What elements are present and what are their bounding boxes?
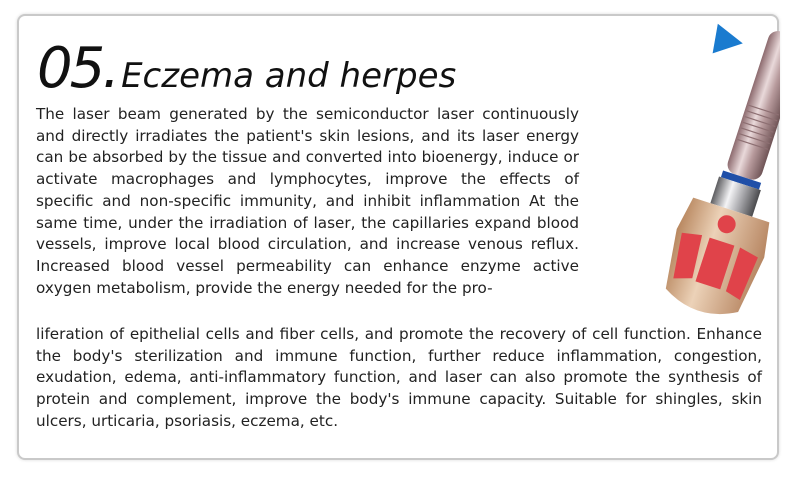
body-paragraph-bottom: liferation of epithelial cells and fiber cells, and promote the recovery of cell function. Enhance the body's sterilization and immune function, further reduce inflammation, congestion, exudation, edema, anti-inflammatory function, and laser can also promote the synthesis of protein and complement, improve the body's immune capacity. Suitable for shingles, skin ulcers, urticaria, psoriasis, eczema, etc. (36, 325, 762, 430)
laser-handpiece-illustration (600, 30, 780, 320)
body-paragraph-top: The laser beam generated by the semiconductor laser continuously and directly irradiates the patient's skin lesions, and its laser energy can be absorbed by the tissue and converted into bioenergy, induce or activate macrophages and lymphocytes, improve the effects of specific and non-specific immunity, and inhibit inflammation At the same time, under the irradiation of laser, the capillaries expand blood vessels, improve local blood circulation, and increase venous reflux. Increased blood vessel permeability can enhance enzyme active oxygen metabolism, provide the energy needed for the pro- (36, 105, 579, 297)
section-number: 05. (37, 36, 118, 101)
section-heading (37, 36, 457, 101)
section-title: Eczema and herpes (121, 56, 457, 96)
